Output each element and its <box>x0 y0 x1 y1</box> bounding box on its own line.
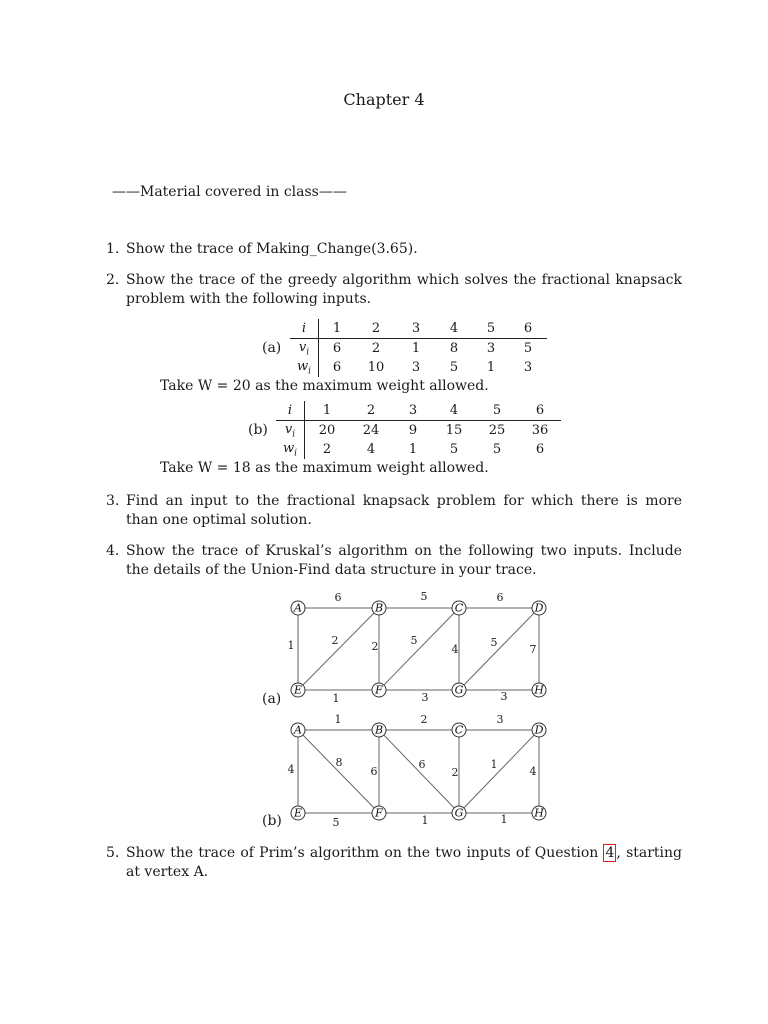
edge-weight-C-G: 4 <box>451 643 459 656</box>
edge-A-F <box>298 730 379 813</box>
table-cell: 24 <box>362 423 380 438</box>
question-number: 2. <box>106 272 120 288</box>
row-label-w-base: w <box>282 440 295 456</box>
knapsack-table-b <box>276 401 561 459</box>
table-cell: 2 <box>371 341 381 356</box>
table-cell: 36 <box>531 423 549 438</box>
question-number: 3. <box>106 493 120 509</box>
table-cell: 1 <box>408 442 418 457</box>
table-a-label: (a) <box>262 340 282 356</box>
edge-weight-F-G: 1 <box>421 814 429 827</box>
row-label-v <box>290 339 319 359</box>
question-1 <box>106 240 682 259</box>
edge-weight-D-H: 7 <box>529 643 537 656</box>
edge-weight-E-F: 5 <box>332 816 340 829</box>
question-text-after: , starting at vertex A. <box>126 845 682 880</box>
table-row-i <box>290 319 547 339</box>
graph-b-label: (b) <box>262 813 282 829</box>
table-cell: 9 <box>408 423 418 438</box>
edge-weight-A-F: 8 <box>335 756 343 769</box>
edge-weight-C-D: 3 <box>496 713 504 726</box>
table-cell: 3 <box>397 319 435 339</box>
edge-weight-A-B: 6 <box>334 591 342 604</box>
vertex-label-D: D <box>534 601 544 615</box>
knapsack-table-a <box>290 319 547 377</box>
table-cell: 5 <box>475 401 519 421</box>
edge-weight-F-C: 5 <box>410 634 418 647</box>
table-b-label: (b) <box>248 422 268 438</box>
row-label-v <box>276 421 305 441</box>
table-cell: 6 <box>535 442 545 457</box>
vertex-label-G: G <box>454 683 464 697</box>
vertex-label-F: F <box>375 806 383 820</box>
vertex-label-B: B <box>374 723 384 737</box>
vertex-label-H: H <box>534 806 544 820</box>
vertex-label-B: B <box>374 601 384 615</box>
table-cell: 4 <box>433 401 475 421</box>
table-cell: 15 <box>445 423 463 438</box>
edge-weight-A-E: 4 <box>287 763 295 776</box>
edge-weight-G-H: 3 <box>500 690 508 703</box>
question-text: Show the trace of the greedy algorithm which solves the fractional knapsack problem with the following inputs. <box>126 272 682 307</box>
table-cell: 5 <box>449 442 459 457</box>
row-label-w <box>290 358 319 377</box>
table-cell: 4 <box>435 319 473 339</box>
row-label-i: i <box>290 319 319 339</box>
vertex-label-A: A <box>294 723 302 737</box>
table-cell: 5 <box>523 341 533 356</box>
table-cell: 1 <box>319 319 356 339</box>
vertex-label-A: A <box>294 601 302 615</box>
row-label-v-base: v <box>298 339 307 355</box>
question-3 <box>106 492 682 530</box>
question-text: Find an input to the fractional knapsack problem for which there is more than one optimal solution. <box>126 493 682 528</box>
vertex-label-E: E <box>293 683 303 697</box>
table-cell: 2 <box>349 401 393 421</box>
table-row-w <box>276 440 561 459</box>
edge-G-D <box>459 608 539 690</box>
question-text-before: Show the trace of Prim’s algorithm on the two inputs of Question <box>126 845 604 861</box>
table-cell: 2 <box>322 442 332 457</box>
table-b-note: Take W = 18 as the maximum weight allowed. <box>160 460 489 476</box>
edge-weight-B-F: 6 <box>370 765 378 778</box>
row-label-subscript: i <box>308 366 312 377</box>
table-cell: 6 <box>332 360 342 375</box>
edge-weight-F-G: 3 <box>421 691 429 704</box>
edge-E-B <box>298 608 379 690</box>
edge-weight-B-C: 5 <box>420 590 428 603</box>
vertex-label-C: C <box>454 601 464 615</box>
table-cell: 3 <box>411 360 421 375</box>
question-number: 4. <box>106 543 120 559</box>
vertex-label-E: E <box>293 806 303 820</box>
question-text: Show the trace of Making_Change(3.65). <box>126 241 418 257</box>
edge-weight-E-B: 2 <box>331 634 339 647</box>
table-row-v <box>290 339 547 359</box>
table-cell: 5 <box>492 442 502 457</box>
question-number: 1. <box>106 241 120 257</box>
question-number: 5. <box>106 845 120 861</box>
edge-weight-E-F: 1 <box>332 692 340 705</box>
table-cell: 6 <box>519 401 561 421</box>
edge-weight-C-G: 2 <box>451 766 459 779</box>
edge-B-G <box>379 730 459 813</box>
section-header: ——Material covered in class—— <box>112 184 347 200</box>
table-a-note: Take W = 20 as the maximum weight allowed. <box>160 378 489 394</box>
question-text: Show the trace of Kruskal’s algorithm on the following two inputs. Include the details of the Union-Find data structure in your trace. <box>126 543 682 578</box>
question-reference-link[interactable]: 4 <box>605 845 615 861</box>
vertex-label-H: H <box>534 683 544 697</box>
table-cell: 1 <box>305 401 350 421</box>
table-cell: 2 <box>355 319 397 339</box>
table-cell: 20 <box>318 423 336 438</box>
row-label-subscript: i <box>306 347 310 358</box>
table-cell: 6 <box>509 319 547 339</box>
edge-weight-C-D: 6 <box>496 591 504 604</box>
question-text <box>126 844 682 882</box>
table-row-w <box>290 358 547 377</box>
table-cell: 4 <box>366 442 376 457</box>
table-row-i <box>276 401 561 421</box>
row-label-i: i <box>276 401 305 421</box>
graph-a <box>280 588 560 708</box>
edge-F-C <box>379 608 459 690</box>
table-cell: 6 <box>332 341 342 356</box>
table-cell: 3 <box>486 341 496 356</box>
edge-weight-B-C: 2 <box>420 713 428 726</box>
edge-weight-A-E: 1 <box>287 639 295 652</box>
graph-b <box>280 708 560 832</box>
table-cell: 25 <box>488 423 506 438</box>
row-label-subscript: i <box>292 429 296 440</box>
table-cell: 3 <box>393 401 433 421</box>
question-2 <box>106 271 682 309</box>
row-label-w <box>276 440 305 459</box>
table-cell: 1 <box>411 341 421 356</box>
edge-weight-D-H: 4 <box>529 765 537 778</box>
table-cell: 8 <box>449 341 459 356</box>
row-label-w-base: w <box>296 358 309 374</box>
vertex-label-C: C <box>454 723 464 737</box>
table-cell: 3 <box>523 360 533 375</box>
table-cell: 5 <box>473 319 509 339</box>
vertex-label-F: F <box>375 683 383 697</box>
table-row-v <box>276 421 561 441</box>
table-cell: 1 <box>486 360 496 375</box>
table-cell: 10 <box>367 360 385 375</box>
row-label-v-base: v <box>284 421 293 437</box>
edge-weight-G-H: 1 <box>500 813 508 826</box>
page-title: Chapter 4 <box>343 90 425 109</box>
table-cell: 5 <box>449 360 459 375</box>
graph-a-label: (a) <box>262 691 282 707</box>
edge-G-D <box>459 730 539 813</box>
edge-weight-B-G: 6 <box>418 758 426 771</box>
question-4 <box>106 542 682 580</box>
vertex-label-D: D <box>534 723 544 737</box>
edge-weight-A-B: 1 <box>334 713 342 726</box>
vertex-label-G: G <box>454 806 464 820</box>
edge-weight-G-D: 1 <box>490 758 498 771</box>
question-5 <box>106 844 682 882</box>
row-label-subscript: i <box>294 448 298 459</box>
edge-weight-G-D: 5 <box>490 636 498 649</box>
edge-weight-B-F: 2 <box>371 640 379 653</box>
